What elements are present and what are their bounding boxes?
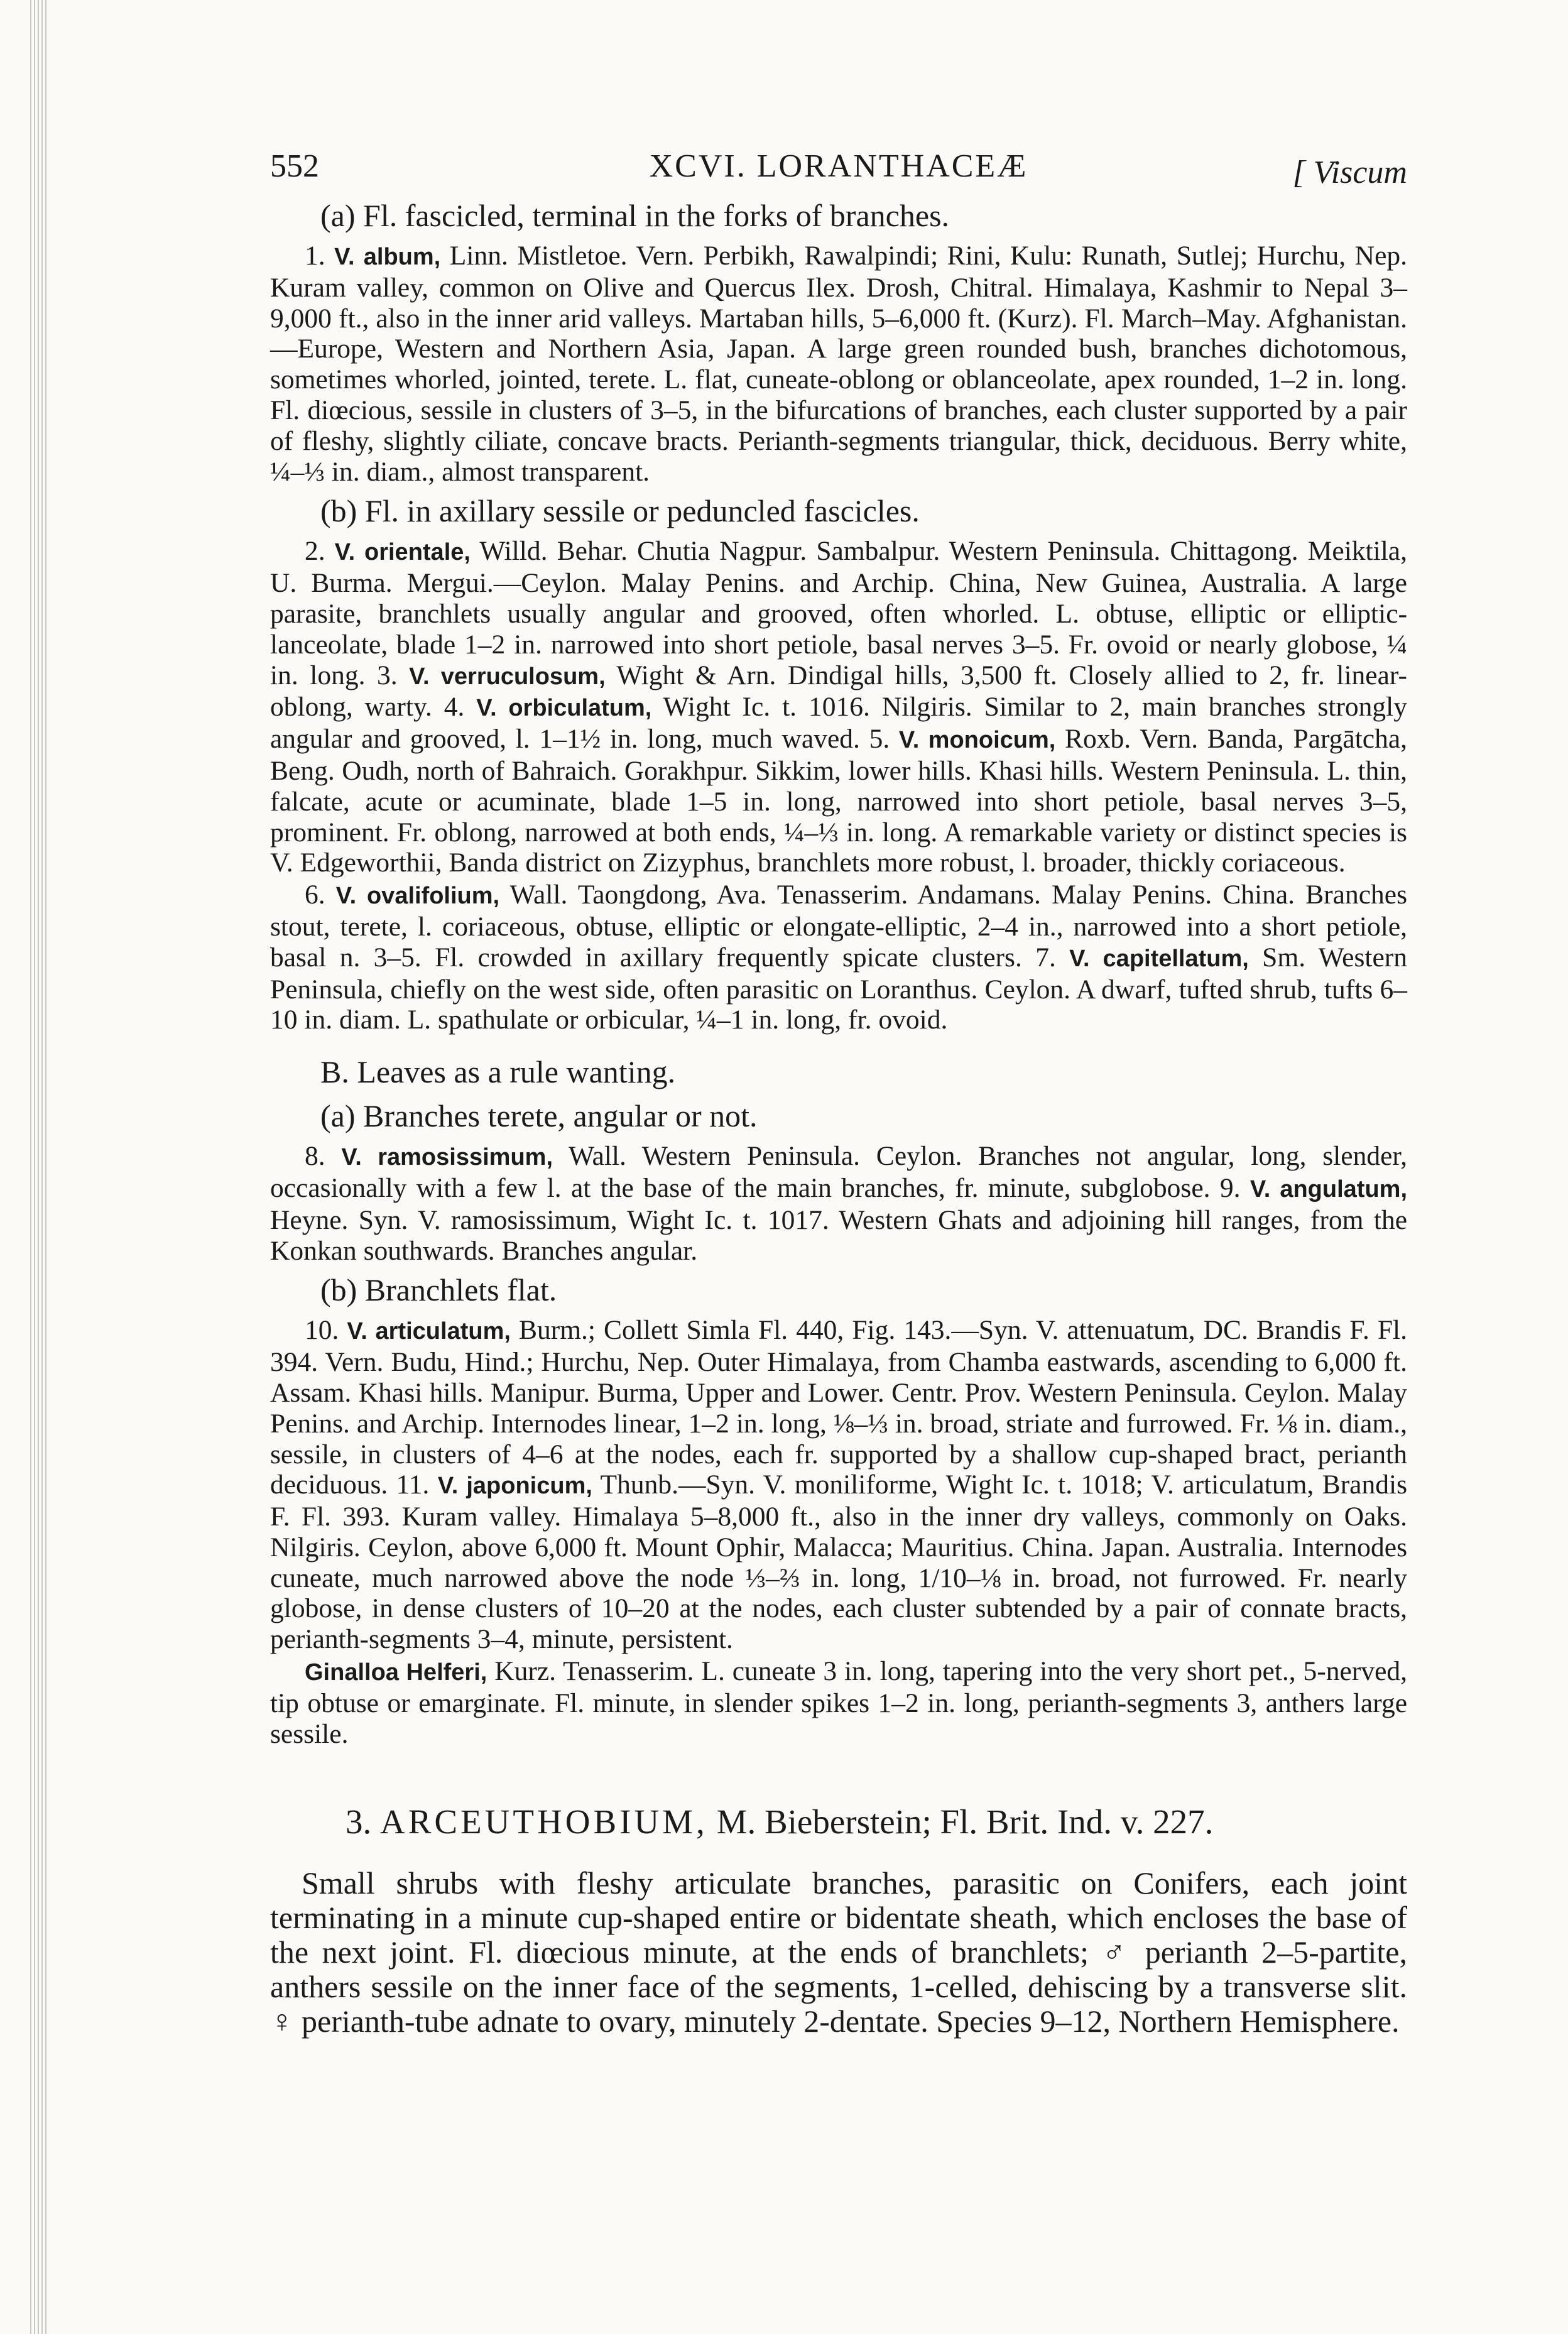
species-name: V. angulatum, bbox=[1250, 1175, 1408, 1202]
genus-heading: 3. ARCEUTHOBIUM, M. Bieberstein; Fl. Brit. Ind. v. 227. bbox=[346, 1802, 1214, 1841]
subsection-b-heading: (b) Branchlets flat. bbox=[320, 1272, 557, 1308]
group-b-heading: (b) Fl. in axillary sessile or peduncled fascicles. bbox=[320, 493, 920, 529]
species-name: V. monoicum, bbox=[898, 727, 1056, 754]
group-a-heading: (a) Fl. fascicled, terminal in the forks of branches. bbox=[320, 198, 950, 233]
species-entry: Ginalloa Helferi, Kurz. Tenasserim. L. cuneate 3 in. long, tapering into the very short pet., 5-nerved, tip obtuse or emarginate. Fl. minute, in slender spikes 1–2 in. long, perianth-segments 3, anthers large sessile. bbox=[270, 1656, 1408, 1749]
section-b-heading: B. Leaves as a rule wanting. bbox=[320, 1054, 676, 1090]
species-name: V. japonicum, bbox=[437, 1473, 592, 1500]
species-entry: 6. V. ovalifolium, Wall. Taongdong, Ava. Tenasserim. Andamans. Malay Penins. China. Branches stout, terete, l. coriaceous, obtuse, elliptic or elongate-elliptic, 2–4 in., narrowed into a short petiole, basal n. 3–5. Fl. crowded in axillary frequently spicate clusters. 7. V. capitellatum, Sm. Western Peninsula, chiefly on the west side, often parasitic on Loranthus. Ceylon. A dwarf, tufted shrub, tufts 6–10 in. diam. L. spathulate or orbicular, ¼–1 in. long, fr. ovoid. bbox=[270, 880, 1408, 1035]
species-name: Ginalloa Helferi, bbox=[305, 1659, 487, 1686]
species-name: V. orbiculatum, bbox=[476, 695, 652, 722]
species-name: V. ramosissimum, bbox=[341, 1144, 553, 1171]
species-name: V. verruculosum, bbox=[409, 663, 606, 690]
page-number: 552 bbox=[270, 148, 319, 184]
species-name: V. ovalifolium, bbox=[335, 883, 500, 910]
species-entry: 8. V. ramosissimum, Wall. Western Peninsula. Ceylon. Branches not angular, long, slender, occasionally with a few l. at the base of the main branches, fr. minute, subglobose. 9. V. angulatum, Heyne. Syn. V. ramosissimum, Wight Ic. t. 1017. Western Ghats and adjoining hill ranges, from the Konkan southwards. Branches angular. bbox=[270, 1141, 1408, 1266]
species-name: V. orientale, bbox=[334, 539, 471, 566]
binding-edge bbox=[30, 0, 49, 2334]
subsection-a-heading: (a) Branches terete, angular or not. bbox=[320, 1098, 758, 1134]
page bbox=[270, 123, 1407, 2039]
species-entry: 10. V. articulatum, Burm.; Collett Simla Fl. 440, Fig. 143.—Syn. V. attenuatum, DC. Brandis F. Fl. 394. Vern. Budu, Hind.; Hurchu, Nep. Outer Himalaya, from Chamba eastwards, ascending to 6,000 ft. Assam. Khasi hills. Manipur. Burma, Upper and Lower. Centr. Prov. Western Peninsula. Ceylon. Malay Penins. and Archip. Internodes linear, 1–2 in. long, ⅛–⅓ in. broad, striate and furrowed. Fr. ⅛ in. diam., sessile, in clusters of 4–6 at the nodes, each fr. supported by a shallow cup-shaped bract, perianth deciduous. 11. V. japonicum, Thunb.—Syn. V. moniliforme, Wight Ic. t. 1018; V. articulatum, Brandis F. Fl. 393. Kuram valley. Himalaya 5–8,000 ft., also in the inner dry valleys, commonly on Oaks. Nilgiris. Ceylon, above 6,000 ft. Mount Ophir, Malacca; Mauritius. China. Japan. Australia. Internodes cuneate, much narrowed above the node ⅓–⅔ in. long, 1/10–⅛ in. broad, not furrowed. Fr. nearly globose, in dense clusters of 10–20 at the nodes, each cluster subtended by a pair of connate bracts, perianth-segments 3–4, minute, persistent. bbox=[270, 1315, 1408, 1655]
species-name: V. album, bbox=[334, 244, 441, 270]
running-head bbox=[270, 123, 1407, 192]
species-entry: 2. V. orientale, Willd. Behar. Chutia Nagpur. Sambalpur. Western Peninsula. Chittagong. Meiktila, U. Burma. Mergui.—Ceylon. Malay Penins. and Archip. China, New Guinea, Australia. A large parasite, branchlets usually angular and grooved, often whorled. L. obtuse, elliptic or elliptic-lanceolate, blade 1–2 in. narrowed into short petiole, basal nerves 3–5. Fr. ovoid or nearly globose, ¼ in. long. 3. V. verruculosum, Wight & Arn. Dindigal hills, 3,500 ft. Closely allied to 2, fr. linear-oblong, warty. 4. V. orbiculatum, Wight Ic. t. 1016. Nilgiris. Similar to 2, main branches strongly angular and grooved, l. 1–1½ in. long, much waved. 5. V. monoicum, Roxb. Vern. Banda, Pargātcha, Beng. Oudh, north of Bahraich. Gorakhpur. Sikkim, lower hills. Khasi hills. Western Peninsula. L. thin, falcate, acute or acuminate, blade 1–5 in. long, narrowed into short petiole, basal nerves 3–5, prominent. Fr. oblong, narrowed at both ends, ¼–⅓ in. long. A remarkable variety or distinct species is V. Edgeworthii, Banda district on Zizyphus, branchlets more robust, l. broader, thickly coriaceous. bbox=[270, 536, 1408, 878]
species-name: V. articulatum, bbox=[347, 1318, 511, 1345]
genus-name: ARCEUTHOBIUM, bbox=[380, 1802, 708, 1841]
family-title: XCVI. LORANTHACEÆ bbox=[649, 148, 1028, 184]
species-entry: 1. V. album, Linn. Mistletoe. Vern. Perbikh, Rawalpindi; Rini, Kulu: Runath, Sutlej; Hurchu, Nep. Kuram valley, common on Olive and Quercus Ilex. Drosh, Chitral. Himalaya, Kashmir to Nepal 3–9,000 ft., also in the inner arid valleys. Martaban hills, 5–6,000 ft. (Kurz). Fl. March–May. Afghanistan.—Europe, Western and Northern Asia, Japan. A large green rounded bush, branches dichotomous, sometimes whorled, jointed, terete. L. flat, cuneate-oblong or oblanceolate, apex rounded, 1–2 in. long. Fl. diœcious, sessile in clusters of 3–5, in the bifurcations of branches, each cluster supported by a pair of fleshy, slightly ciliate, concave bracts. Perianth-segments triangular, thick, deciduous. Berry white, ¼–⅓ in. diam., almost transparent. bbox=[270, 241, 1408, 487]
species-name: V. capitellatum, bbox=[1069, 945, 1249, 972]
genus-description: Small shrubs with fleshy articulate branches, parasitic on Conifers, each joint terminating in a minute cup-shaped entire or bidentate sheath, which encloses the base of the next joint. Fl. diœcious minute, at the ends of branchlets; ♂ perianth 2–5-partite, anthers sessile on the inner face of the segments, 1-celled, dehiscing by a transverse slit. ♀ perianth-tube adnate to ovary, minutely 2-dentate. Species 9–12, Northern Hemisphere. bbox=[270, 1865, 1407, 2039]
genus-running-title: [ Viscum bbox=[1292, 155, 1407, 190]
